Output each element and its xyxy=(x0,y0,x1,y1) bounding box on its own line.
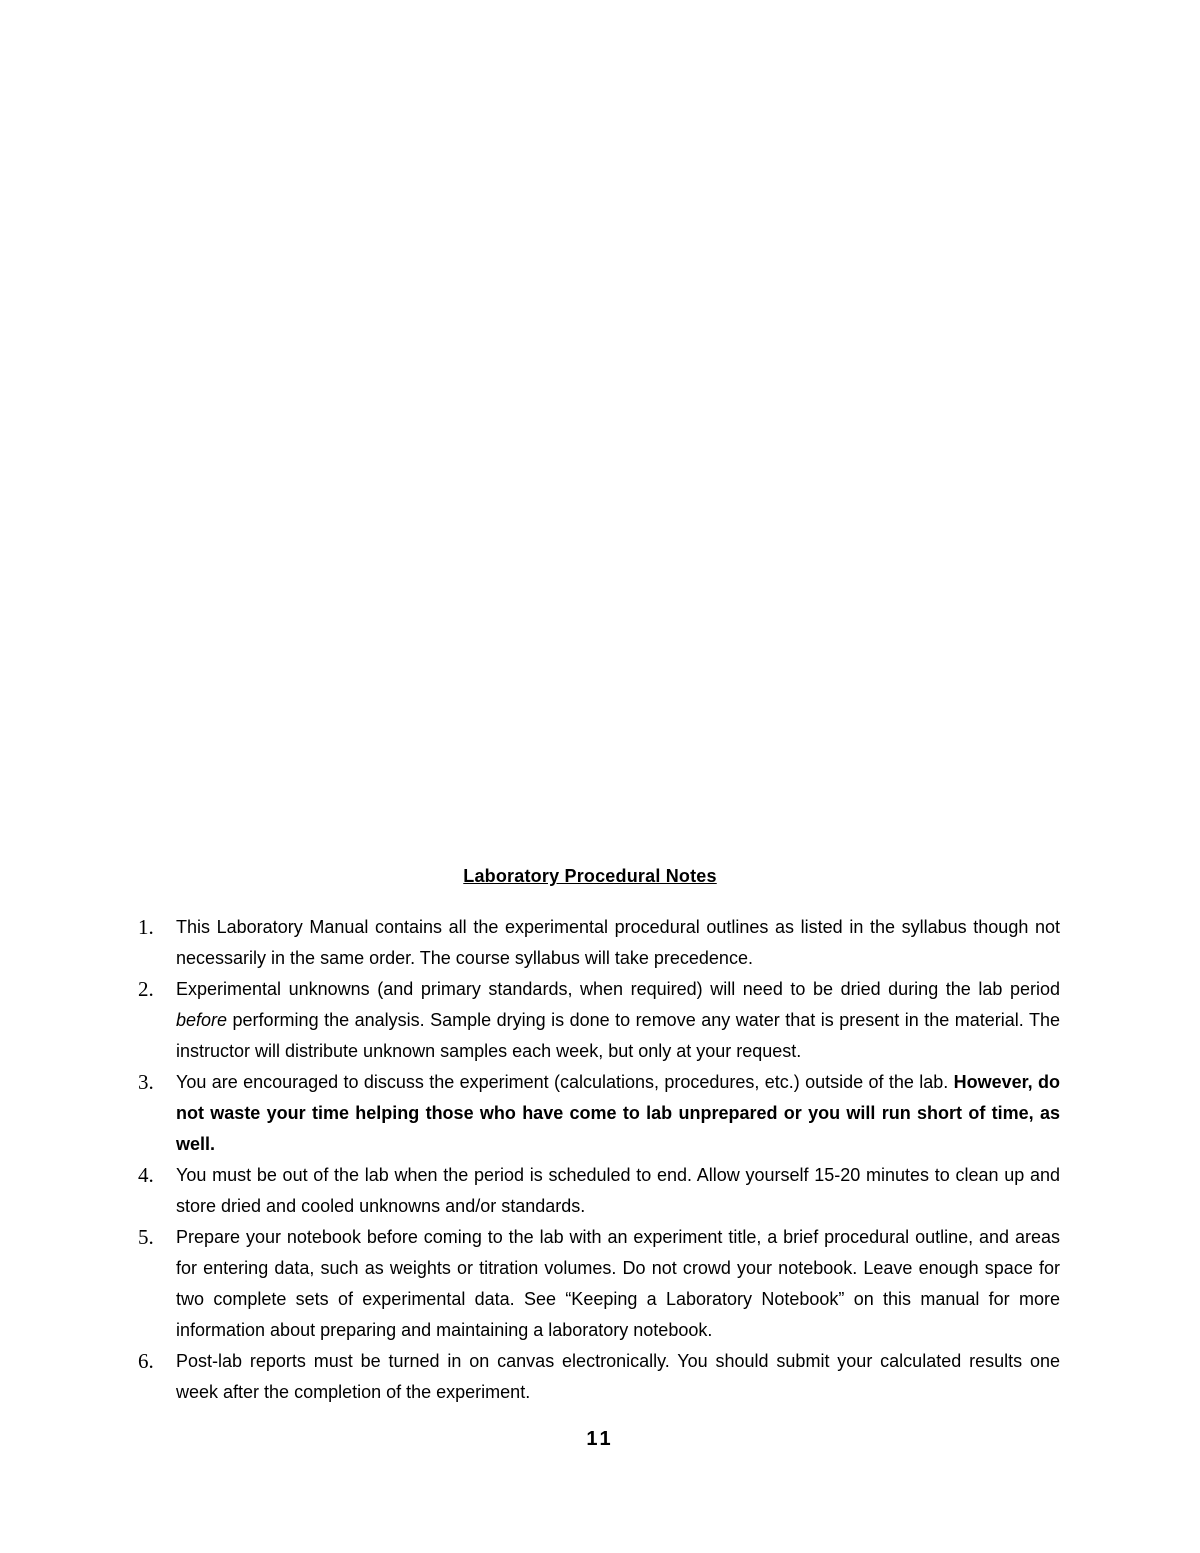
list-item xyxy=(138,1222,1060,1346)
list-item xyxy=(138,974,1060,1067)
page-number: 11 xyxy=(586,1428,614,1450)
list-item-text: This Laboratory Manual contains all the experimental procedural outlines as listed in the syllabus though not necessarily in the same order. The course syllabus will take precedence. xyxy=(176,917,1060,968)
list-item-text-continued: performing the analysis. Sample drying is done to remove any water that is present in the material. The instructor will distribute unknown samples each week, but only at your request. xyxy=(176,1010,1060,1061)
list-item xyxy=(138,912,1060,974)
list-item xyxy=(138,1346,1060,1408)
page-title: Laboratory Procedural Notes xyxy=(463,866,717,886)
list-item-bold-warning: However, do not waste your time helping those who have come to lab unprepared or you will run short of time, as well. xyxy=(176,1072,1061,1154)
list-item-number: 4. xyxy=(138,1163,154,1187)
list-item xyxy=(138,1160,1060,1222)
list-item xyxy=(138,1067,1060,1160)
list-item-text: Post-lab reports must be turned in on canvas electronically. You should submit your calculated results one week after the completion of the experiment. xyxy=(176,1351,1060,1402)
list-item-text: You are encouraged to discuss the experiment (calculations, procedures, etc.) outside of the lab. xyxy=(176,1072,954,1092)
procedural-notes-list xyxy=(138,912,1060,1408)
list-item-text: Experimental unknowns (and primary standards, when required) will need to be dried during the lab period xyxy=(176,979,1060,999)
list-item-number: 3. xyxy=(138,1070,154,1094)
list-item-number: 2. xyxy=(138,977,154,1001)
list-item-text: You must be out of the lab when the period is scheduled to end. Allow yourself 15-20 minutes to clean up and store dried and cooled unknowns and/or standards. xyxy=(176,1165,1060,1216)
list-item-emphasis: before xyxy=(176,1010,228,1030)
list-item-text: Prepare your notebook before coming to the lab with an experiment title, a brief procedural outline, and areas for entering data, such as weights or titration volumes. Do not crowd your notebook. Leave enough space for two complete sets of experimental data. See “Keeping a Laboratory Notebook” on this manual for more information about preparing and maintaining a laboratory notebook. xyxy=(176,1227,1060,1340)
list-item-number: 1. xyxy=(138,915,154,939)
list-item-number: 5. xyxy=(138,1225,154,1249)
list-item-number: 6. xyxy=(138,1349,154,1373)
